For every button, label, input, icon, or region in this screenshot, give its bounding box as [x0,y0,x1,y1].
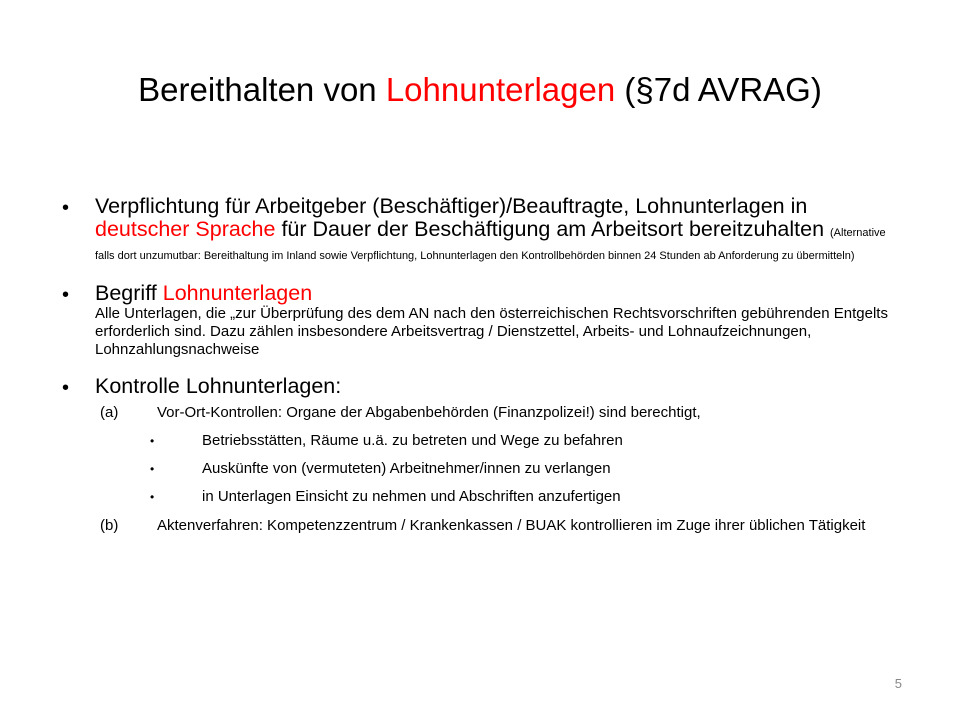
page-number: 5 [894,676,902,691]
slide-title [60,70,900,110]
control-item-b-text: Aktenverfahren: Kompetenzzentrum / Krankenkassen / BUAK kontrollieren im Zuge ihrer üblichen Tätigkeit [157,517,866,534]
definition-highlight: Lohnunterlagen [162,281,313,305]
bullet-dot: • [62,197,70,219]
bullet-control [62,375,902,398]
control-a-subitem-text: in Unterlagen Einsicht zu nehmen und Abschriften anzufertigen [202,488,621,505]
control-a-subitem [150,460,902,478]
control-a-subitem-text: Betriebsstätten, Räume u.ä. zu betreten und Wege zu befahren [202,432,623,449]
title-part2: (§7d AVRAG) [615,71,822,108]
slide-body [62,195,902,535]
control-item-a-text: Vor-Ort-Kontrollen: Organe der Abgabenbehörden (Finanzpolizei!) sind berechtigt, [157,404,701,421]
control-item-a [100,404,902,422]
bullet-obligation-text [95,195,902,264]
control-a-subitem [150,488,902,506]
obligation-note: (Alternative falls dort unzumutbar: Bereithaltung im Inland sowie Verpflichtung, Lohnunterlagen den Kontrollbehörden binnen 24 Stunden ab Anforderung zu übermitteln) [95,227,886,262]
control-a-subitem-text: Auskünfte von (vermuteten) Arbeitnehmer/innen zu verlangen [202,460,611,477]
bullet-dot: • [62,377,70,399]
definition-heading [95,282,902,305]
bullet-definition [62,282,902,359]
sub-bullet-dot: • [150,434,155,448]
control-a-subitem [150,432,902,450]
control-item-b [100,517,902,535]
title-highlight: Lohnunterlagen [385,71,616,108]
definition-text-1: Begriff [95,281,163,305]
sub-bullet-dot: • [150,462,155,476]
control-item-a-label: (a) [100,404,119,421]
obligation-text-2: für Dauer der Beschäftigung am Arbeitsort bereitzuhalten [275,217,831,241]
bullet-dot: • [62,284,70,306]
definition-description: Alle Unterlagen, die „zur Überprüfung des dem AN nach den österreichischen Rechtsvorschriften gebührenden Entgelts erforderlich sind. Dazu zählen insbesondere Arbeitsvertrag / Dienstzettel, Arbeits- und Lohnaufzeichnungen, Lohnzahlungsnachweise [95,305,888,358]
title-part1: Bereithalten von [138,71,386,108]
bullet-obligation [62,195,902,264]
obligation-text-1: Verpflichtung für Arbeitgeber (Beschäftiger)/Beauftragte, Lohnunterlagen in [95,194,808,218]
sub-bullet-dot: • [150,490,155,504]
control-heading: Kontrolle Lohnunterlagen: [95,374,342,398]
control-item-b-label: (b) [100,517,119,534]
obligation-highlight: deutscher Sprache [95,217,276,241]
